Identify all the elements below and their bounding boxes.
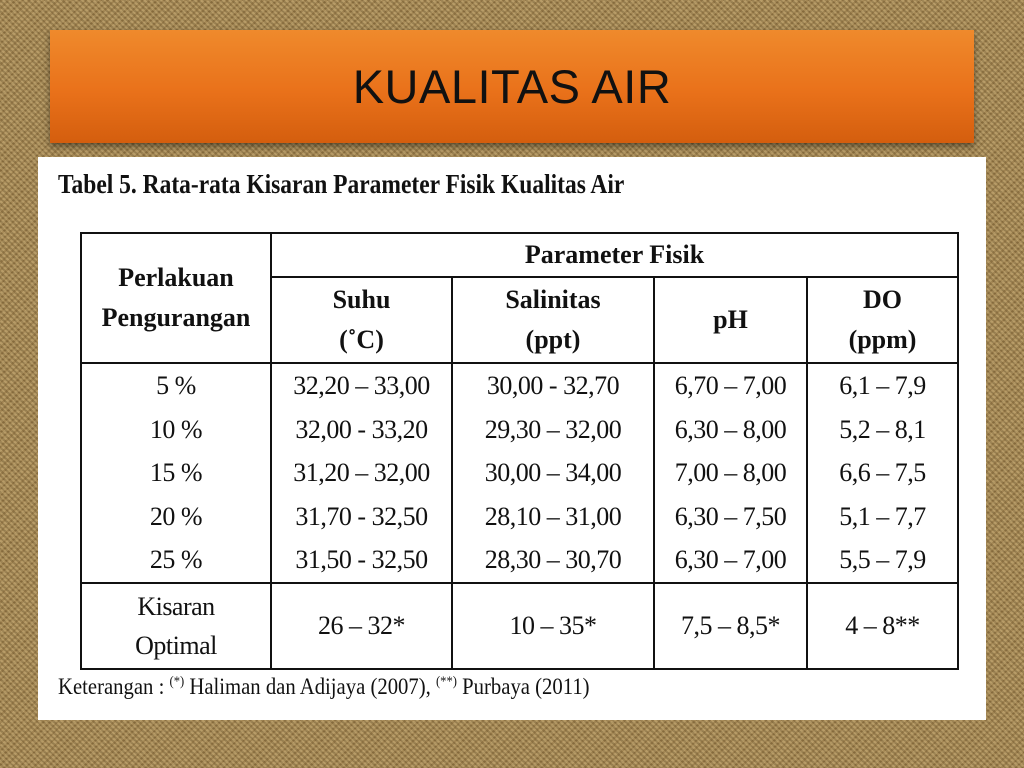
footnote-source-2: Purbaya (2011) <box>456 674 590 699</box>
suhu-values: 32,20 – 33,00 32,00 - 33,20 31,20 – 32,00 31,70 - 32,50 31,50 - 32,50 <box>271 363 452 583</box>
table-panel <box>38 157 986 720</box>
footnote-mark-1: (*) <box>169 674 185 690</box>
do-values: 6,1 – 7,9 5,2 – 8,1 6,6 – 7,5 5,1 – 7,7 5,5 – 7,9 <box>807 363 958 583</box>
footnote-prefix: Keterangan : <box>58 674 170 699</box>
water-quality-table <box>80 232 959 670</box>
header-ph: pH <box>654 277 807 363</box>
salinitas-values: 30,00 - 32,70 29,30 – 32,00 30,00 – 34,00 28,10 – 31,00 28,30 – 30,70 <box>452 363 654 583</box>
table-footnote <box>58 674 590 700</box>
optimal-suhu: 26 – 32* <box>271 583 452 669</box>
optimal-do: 4 – 8** <box>807 583 958 669</box>
optimal-ph: 7,5 – 8,5* <box>654 583 807 669</box>
treatment-cell: 5 % 10 % 15 % 20 % 25 % <box>81 363 271 583</box>
optimal-salinitas: 10 – 35* <box>452 583 654 669</box>
slide-title: KUALITAS AIR <box>352 60 672 113</box>
table-caption: Tabel 5. Rata-rata Kisaran Parameter Fisik Kualitas Air <box>58 169 625 199</box>
footnote-mark-2: (**) <box>435 674 457 690</box>
header-treatment: Perlakuan Pengurangan <box>81 233 271 363</box>
ph-values: 6,70 – 7,00 6,30 – 8,00 7,00 – 8,00 6,30 – 7,50 6,30 – 7,00 <box>654 363 807 583</box>
footnote-source-1: Haliman dan Adijaya (2007), <box>184 674 436 699</box>
header-salinitas: Salinitas (ppt) <box>452 277 654 363</box>
optimal-label: Kisaran Optimal <box>81 583 271 669</box>
header-suhu: Suhu (˚C) <box>271 277 452 363</box>
slide-title-bar <box>50 30 974 143</box>
header-parameter-group: Parameter Fisik <box>271 233 958 277</box>
header-do: DO (ppm) <box>807 277 958 363</box>
